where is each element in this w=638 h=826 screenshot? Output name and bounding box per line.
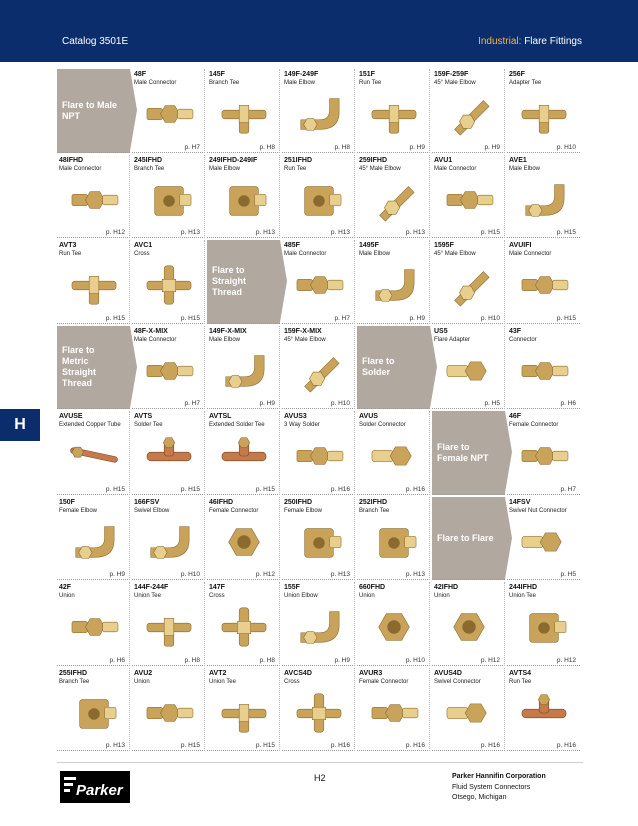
- product-cell: [132, 668, 205, 752]
- product-cell: [357, 69, 430, 153]
- product-code: 48IFHD: [59, 156, 84, 164]
- division-name: Fluid System Connectors: [452, 784, 531, 791]
- product-description: Solder Tee: [134, 422, 163, 428]
- connector-fitting-image: [515, 262, 573, 308]
- product-cell: [132, 582, 205, 666]
- page-reference: p. H16: [480, 742, 500, 749]
- product-description: Branch Tee: [209, 80, 240, 86]
- product-code: 660FHD: [359, 584, 386, 591]
- nut-fitting-image: [440, 604, 498, 650]
- product-description: Male Connector: [284, 251, 327, 257]
- elbow-fitting-image: [290, 91, 348, 137]
- product-description: Male Connector: [134, 336, 177, 343]
- product-code: 159F-259F: [434, 71, 469, 78]
- product-description: Union Elbow: [284, 593, 318, 599]
- page-reference: p. H9: [109, 571, 125, 578]
- category-label-line: Flare to: [212, 265, 245, 276]
- product-cell: [432, 326, 505, 410]
- product-code: 252IFHD: [359, 498, 388, 506]
- product-code: AVUSE: [59, 413, 83, 420]
- product-cell: [507, 69, 580, 153]
- page-reference: p. H13: [255, 229, 275, 236]
- product-description: Union: [359, 593, 375, 599]
- product-description: Female Connector: [209, 507, 259, 514]
- page-reference: p. H10: [480, 314, 500, 322]
- product-code: AVTSL: [209, 413, 232, 420]
- product-description: Run Tee: [59, 251, 82, 257]
- product-code: 14FSV: [509, 498, 531, 506]
- product-description: Flare Adapter: [434, 336, 471, 343]
- product-code: AVUS4D: [434, 669, 462, 677]
- category-label-line: Flare to: [62, 345, 95, 356]
- page-reference: p. H15: [180, 742, 200, 749]
- page-reference: p. H15: [556, 229, 576, 236]
- product-code: 48F-X-MIX: [134, 327, 168, 335]
- page-reference: p. H7: [184, 143, 200, 151]
- product-cell: [282, 668, 355, 752]
- product-cell: [132, 326, 205, 410]
- product-code: 1595F: [434, 242, 454, 249]
- product-cell: [432, 582, 505, 666]
- product-code: 144F-244F: [134, 584, 169, 591]
- product-description: Male Elbow: [359, 251, 391, 257]
- product-cell: [57, 497, 130, 581]
- page-reference: p. H6: [109, 656, 125, 664]
- product-description: Male Elbow: [209, 336, 241, 343]
- adapter-fitting-image: [365, 433, 423, 479]
- product-code: AVUR3: [359, 669, 383, 677]
- elbow-fitting-image: [290, 604, 348, 650]
- category-arrow: [430, 326, 437, 408]
- category-label-line: Flare to Male: [62, 99, 118, 110]
- product-code: 147F: [209, 584, 225, 591]
- product-description: Male Connector: [59, 165, 102, 172]
- page-reference: p. H12: [255, 571, 275, 578]
- product-description: 45° Male Elbow: [434, 251, 476, 257]
- product-cell: [357, 411, 430, 495]
- product-description: Run Tee: [359, 80, 382, 86]
- product-cell: [282, 497, 355, 581]
- product-code: 150F: [59, 498, 75, 506]
- product-description: Extended Copper Tube: [59, 422, 121, 428]
- page-reference: p. H15: [255, 485, 275, 493]
- section-tab: H: [0, 409, 40, 441]
- page-reference: p. H16: [330, 485, 350, 493]
- category-label-line: Metric: [62, 356, 89, 367]
- elbow45-fitting-image: [440, 91, 498, 137]
- product-cell: [57, 411, 130, 495]
- product-code: 48F: [134, 71, 147, 78]
- category-label-line: Flare to Flare: [437, 532, 494, 543]
- product-cell: [57, 155, 130, 239]
- product-code: AVUS3: [284, 413, 307, 420]
- product-grid: [57, 69, 583, 753]
- parker-logo: [60, 771, 130, 803]
- product-code: 149F-249F: [284, 71, 319, 78]
- product-description: Male Connector: [434, 165, 477, 172]
- category-flare-to-male-npt: [57, 69, 130, 153]
- product-cell: [132, 411, 205, 495]
- category-flare-to-flare: [432, 497, 505, 581]
- product-code: 251IFHD: [284, 156, 313, 164]
- product-cell: [132, 240, 205, 324]
- product-cell: [207, 582, 280, 666]
- page-reference: p. H9: [484, 143, 500, 151]
- product-description: Swivel Connector: [434, 678, 481, 685]
- product-code: 255IFHD: [59, 669, 88, 677]
- nut-fitting-image: [365, 604, 423, 650]
- page-reference: p. H13: [330, 229, 350, 236]
- adapter-fitting-image: [440, 690, 498, 736]
- elbow-fitting-image: [365, 262, 423, 308]
- company-location: Otsego, Michigan: [452, 794, 507, 801]
- product-cell: [207, 326, 280, 410]
- page-reference: p. H10: [405, 656, 425, 664]
- page-header: [0, 0, 638, 62]
- product-description: Female Elbow: [59, 507, 98, 514]
- page-reference: p. H12: [105, 229, 125, 236]
- product-cell: [132, 497, 205, 581]
- tee-fitting-image: [215, 91, 273, 137]
- block-fitting-image: [290, 519, 348, 565]
- connector-fitting-image: [140, 348, 198, 394]
- page-reference: p. H15: [255, 742, 275, 749]
- product-description: Branch Tee: [59, 678, 90, 685]
- company-name: Parker Hannifin Corporation: [452, 773, 546, 780]
- product-description: Male Connector: [509, 251, 552, 257]
- product-description: Connector: [509, 336, 537, 343]
- product-cell: [282, 326, 355, 410]
- product-cell: [57, 240, 130, 324]
- connector-fitting-image: [65, 177, 123, 223]
- connector-fitting-image: [365, 690, 423, 736]
- coppertee-fitting-image: [215, 433, 273, 479]
- product-cell: [57, 668, 130, 752]
- product-code: 149F-X-MIX: [209, 327, 247, 335]
- connector-fitting-image: [65, 604, 123, 650]
- page-reference: p. H16: [556, 742, 576, 749]
- nut-fitting-image: [215, 519, 273, 565]
- page-reference: p. H10: [556, 143, 576, 151]
- product-code: 249IFHD-249IF: [209, 156, 258, 164]
- product-code: 145F: [209, 71, 225, 78]
- category-flare-to-female-npt: [432, 411, 505, 495]
- product-cell: [207, 155, 280, 239]
- product-code: AVTS4: [509, 669, 532, 677]
- product-description: Female Elbow: [284, 507, 323, 514]
- category-flare-to-metric-straight-thread: [57, 326, 130, 410]
- product-code: AVUS: [359, 413, 378, 420]
- connector-fitting-image: [290, 262, 348, 308]
- category-flare-to-straight-thread: [207, 240, 280, 324]
- product-code: 155F: [284, 584, 300, 591]
- product-code: 46IFHD: [209, 498, 234, 506]
- product-description: Adapter Tee: [509, 80, 542, 86]
- elbow-fitting-image: [140, 519, 198, 565]
- block-fitting-image: [515, 604, 573, 650]
- product-description: 45° Male Elbow: [359, 165, 401, 172]
- page-reference: p. H15: [105, 485, 125, 493]
- product-code: 245IFHD: [134, 156, 163, 164]
- adapter-fitting-image: [440, 348, 498, 394]
- product-code: AVT3: [59, 242, 77, 249]
- category-label-line: Thread: [212, 287, 243, 298]
- product-cell: [507, 582, 580, 666]
- product-description: Union Tee: [209, 678, 236, 685]
- page-reference: p. H13: [405, 229, 425, 236]
- elbow45-fitting-image: [290, 348, 348, 394]
- product-cell: [357, 497, 430, 581]
- product-code: 46F: [509, 413, 522, 420]
- product-code: 256F: [509, 71, 525, 78]
- connector-fitting-image: [515, 348, 573, 394]
- category-arrow: [505, 411, 512, 493]
- product-description: Male Elbow: [284, 80, 316, 86]
- category-label-line: Flare to: [437, 441, 470, 452]
- page-reference: p. H15: [105, 314, 125, 322]
- category-label-line: Straight: [62, 367, 97, 378]
- product-cell: [432, 155, 505, 239]
- product-description: Male Connector: [134, 80, 177, 86]
- page-reference: p. H16: [330, 742, 350, 749]
- page-reference: p. H16: [405, 742, 425, 749]
- tee-fitting-image: [140, 604, 198, 650]
- page-reference: p. H10: [330, 400, 350, 407]
- product-cell: [282, 582, 355, 666]
- adapter-fitting-image: [515, 519, 573, 565]
- product-cell: [357, 582, 430, 666]
- category-arrow: [130, 326, 137, 408]
- product-cell: [357, 240, 430, 324]
- block-fitting-image: [290, 177, 348, 223]
- elbow-fitting-image: [515, 177, 573, 223]
- product-code: 259IFHD: [359, 156, 388, 164]
- page-reference: p. H13: [330, 571, 350, 578]
- category-label-line: NPT: [62, 110, 80, 121]
- page-reference: p. H10: [180, 571, 200, 578]
- page-reference: p. H15: [556, 314, 576, 322]
- product-cell: [357, 155, 430, 239]
- category-arrow: [505, 497, 512, 579]
- product-description: Swivel Elbow: [134, 507, 170, 514]
- product-description: Union Tee: [509, 593, 536, 599]
- product-code: 1495F: [359, 242, 379, 249]
- product-cell: [432, 240, 505, 324]
- product-cell: [207, 668, 280, 752]
- product-cell: [507, 668, 580, 752]
- category-arrow: [130, 69, 137, 151]
- product-code: 43F: [509, 327, 522, 335]
- product-cell: [507, 411, 580, 495]
- product-description: Run Tee: [509, 678, 532, 685]
- product-description: Male Elbow: [209, 165, 241, 172]
- product-code: AVT2: [209, 669, 227, 677]
- product-cell: [132, 155, 205, 239]
- product-code: 485F: [284, 242, 300, 249]
- category-label-line: Solder: [362, 367, 391, 378]
- category-label-line: Thread: [62, 378, 93, 389]
- product-description: Solder Connector: [359, 422, 406, 428]
- product-cell: [357, 668, 430, 752]
- block-fitting-image: [215, 177, 273, 223]
- tube-fitting-image: [65, 433, 123, 479]
- page-reference: p. H8: [334, 143, 350, 151]
- product-description: Female Connector: [359, 678, 409, 685]
- product-description: Swivel Nut Connector: [509, 507, 567, 514]
- page-reference: p. H13: [180, 229, 200, 236]
- tee-fitting-image: [365, 91, 423, 137]
- product-code: 42IFHD: [434, 584, 459, 591]
- product-code: 42F: [59, 584, 72, 591]
- page-reference: p. H16: [405, 485, 425, 493]
- cross-fitting-image: [290, 690, 348, 736]
- page-reference: p. H12: [556, 656, 576, 664]
- product-code: US5: [434, 327, 448, 335]
- tee-fitting-image: [65, 262, 123, 308]
- page-reference: p. H9: [409, 314, 425, 322]
- product-code: AVC1: [134, 242, 153, 249]
- product-description: Male Elbow: [509, 165, 541, 172]
- product-cell: [207, 411, 280, 495]
- page-reference: p. H5: [484, 400, 500, 407]
- page-reference: p. H15: [180, 314, 200, 322]
- product-code: AVUIFI: [509, 242, 532, 249]
- coppertee-fitting-image: [140, 433, 198, 479]
- page-reference: p. H15: [480, 229, 500, 236]
- elbow45-fitting-image: [440, 262, 498, 308]
- connector-fitting-image: [290, 433, 348, 479]
- elbow-fitting-image: [65, 519, 123, 565]
- product-cell: [507, 497, 580, 581]
- product-cell: [207, 69, 280, 153]
- product-cell: [282, 411, 355, 495]
- product-description: Union: [59, 593, 75, 599]
- product-description: Female Connector: [509, 422, 559, 428]
- product-cell: [282, 240, 355, 324]
- elbow45-fitting-image: [365, 177, 423, 223]
- category-label-line: Female NPT: [437, 452, 489, 463]
- product-cell: [432, 69, 505, 153]
- page-reference: p. H12: [480, 656, 500, 664]
- cross-fitting-image: [140, 262, 198, 308]
- page-reference: p. H13: [105, 742, 125, 749]
- product-description: 45° Male Elbow: [434, 80, 476, 86]
- product-description: Extended Solder Tee: [209, 422, 265, 428]
- elbow-fitting-image: [215, 348, 273, 394]
- product-description: 45° Male Elbow: [284, 336, 326, 343]
- page-reference: p. H13: [405, 571, 425, 578]
- catalog-label: Catalog 3501E: [62, 36, 129, 47]
- page-reference: p. H5: [560, 571, 576, 578]
- category-flare-to-solder: [357, 326, 430, 410]
- product-cell: [132, 69, 205, 153]
- connector-fitting-image: [140, 91, 198, 137]
- product-code: AVU2: [134, 669, 153, 677]
- product-description: 3 Way Solder: [284, 422, 320, 428]
- product-description: Branch Tee: [134, 165, 165, 172]
- product-cell: [507, 240, 580, 324]
- page-reference: p. H7: [560, 485, 576, 493]
- coppertee-fitting-image: [515, 690, 573, 736]
- page-reference: p. H8: [259, 143, 275, 151]
- product-cell: [507, 155, 580, 239]
- page-reference: p. H9: [409, 143, 425, 151]
- block-fitting-image: [140, 177, 198, 223]
- product-description: Union Tee: [134, 593, 161, 599]
- logo-wordmark: Parker: [76, 782, 123, 799]
- category-label-line: Flare to: [362, 356, 395, 367]
- page-reference: p. H8: [184, 656, 200, 664]
- connector-fitting-image: [440, 177, 498, 223]
- block-fitting-image: [365, 519, 423, 565]
- product-code: AVE1: [509, 156, 527, 164]
- page-number: H2: [314, 773, 326, 783]
- product-code: AVTS: [134, 413, 153, 420]
- page-reference: p. H8: [259, 656, 275, 664]
- page-reference: p. H6: [560, 400, 576, 407]
- product-code: 159F-X-MIX: [284, 327, 322, 335]
- product-cell: [432, 668, 505, 752]
- connector-fitting-image: [515, 433, 573, 479]
- product-description: Union: [134, 678, 150, 685]
- product-code: 151F: [359, 71, 375, 78]
- page-reference: p. H9: [259, 400, 275, 407]
- tee-fitting-image: [215, 690, 273, 736]
- product-code: 166FSV: [134, 498, 160, 506]
- section-title: Flare Fittings: [524, 36, 582, 47]
- section-prefix: Industrial:: [478, 36, 522, 47]
- product-cell: [507, 326, 580, 410]
- section-heading: [478, 36, 582, 47]
- product-cell: [282, 155, 355, 239]
- product-code: AVU1: [434, 156, 453, 164]
- product-code: 250IFHD: [284, 498, 313, 506]
- product-code: 244IFHD: [509, 584, 538, 591]
- product-cell: [207, 497, 280, 581]
- page-reference: p. H7: [184, 400, 200, 407]
- product-cell: [282, 69, 355, 153]
- page-reference: p. H7: [334, 314, 350, 322]
- category-label-line: Straight: [212, 276, 247, 287]
- page-reference: p. H15: [180, 485, 200, 493]
- product-description: Cross: [209, 593, 225, 599]
- category-arrow: [280, 240, 287, 322]
- product-description: Cross: [284, 678, 300, 685]
- block-fitting-image: [65, 690, 123, 736]
- connector-fitting-image: [140, 690, 198, 736]
- cross-fitting-image: [215, 604, 273, 650]
- product-code: AVCS4D: [284, 669, 312, 677]
- product-cell: [57, 582, 130, 666]
- product-description: Branch Tee: [359, 507, 390, 514]
- page-reference: p. H9: [334, 656, 350, 664]
- product-description: Run Tee: [284, 165, 307, 172]
- product-description: Union: [434, 593, 450, 599]
- product-description: Cross: [134, 251, 150, 257]
- tee-fitting-image: [515, 91, 573, 137]
